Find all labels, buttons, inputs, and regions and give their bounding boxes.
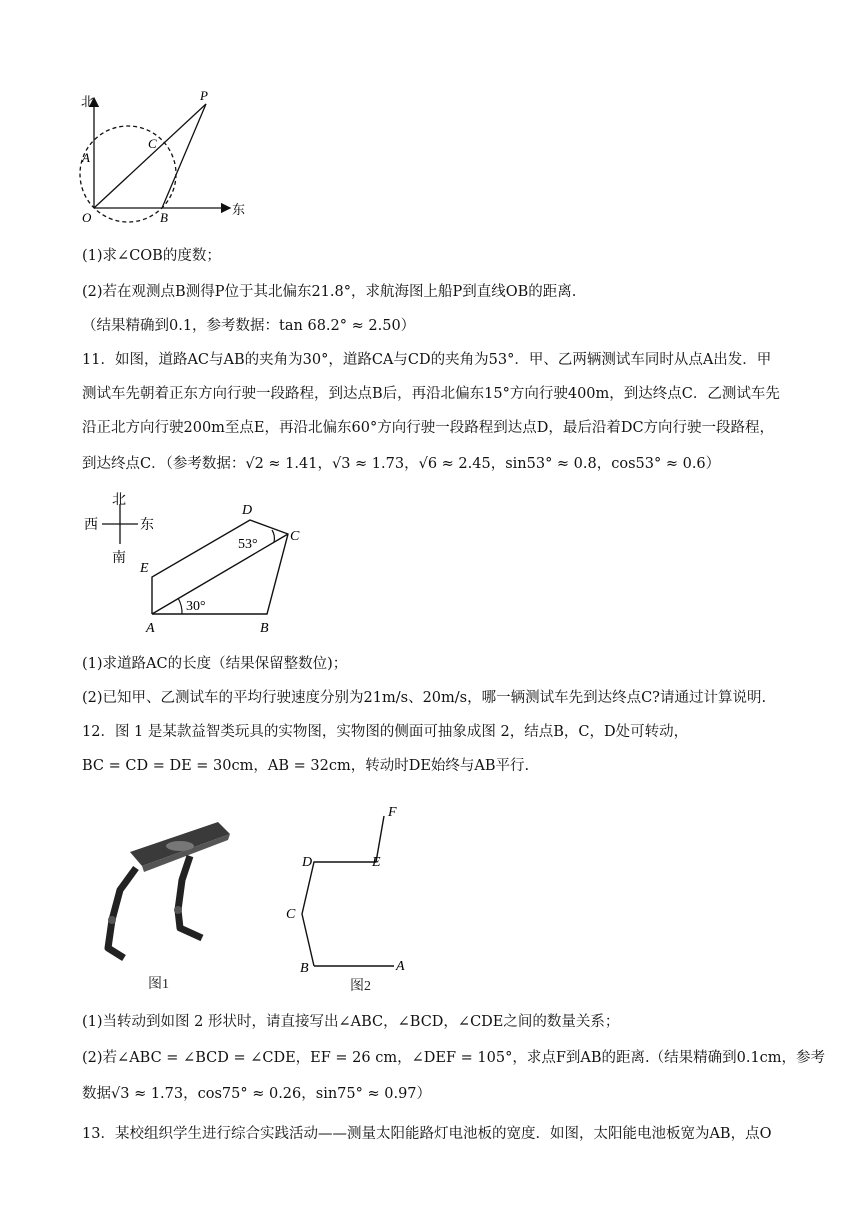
south-label: 南 <box>112 551 126 566</box>
angle-53-label: 53° <box>238 537 258 552</box>
q11-part1: (1)求道路AC的长度（结果保留整数位)； <box>82 656 348 672</box>
east-label: 东 <box>232 202 246 217</box>
east-label: 东 <box>140 518 154 533</box>
q10-part1: (1)求∠COB的度数； <box>82 248 221 264</box>
point-f: F <box>388 805 397 820</box>
point-e: E <box>372 855 381 870</box>
point-b: B <box>160 210 168 225</box>
point-p: P <box>200 88 208 103</box>
point-c: C <box>286 907 296 922</box>
north-label: 北 <box>112 493 126 508</box>
point-d: D <box>242 503 253 518</box>
q12-part1: (1)当转动到如图 2 形状时，请直接写出∠ABC，∠BCD，∠CDE之间的数量关系； <box>82 1014 620 1030</box>
figure-toy-photo <box>90 810 240 990</box>
angle-30-label: 30° <box>186 599 206 614</box>
point-c: C <box>290 529 300 544</box>
q12-part2: (2)若∠ABC = ∠BCD = ∠CDE，EF = 26 cm，∠DEF = 105°，求点F到AB的距离.（结果精确到0.1cm，参考 <box>82 1050 826 1066</box>
point-a: A <box>146 621 155 636</box>
figure-2-road-diagram <box>80 492 320 642</box>
west-label: 西 <box>84 518 98 533</box>
q10-part2: (2)若在观测点B测得P位于其北偏东21.8°，求航海图上船P到直线OB的距离. <box>82 284 577 300</box>
point-b: B <box>260 621 269 636</box>
point-a: A <box>396 959 405 974</box>
figure-1-caption: 图1 <box>148 977 169 990</box>
point-d: D <box>302 855 313 870</box>
north-label: 北 <box>81 94 95 109</box>
figure-2-abstract <box>280 796 420 996</box>
point-b: B <box>300 961 309 976</box>
figure-1-nautical-chart <box>78 86 258 226</box>
q13-line1: 13．某校组织学生进行综合实践活动——测量太阳能路灯电池板的宽度．如图，太阳能电池板宽为AB，点O <box>82 1126 772 1142</box>
q12-line1: 12．图 1 是某款益智类玩具的实物图，实物图的侧面可抽象成图 2，结点B，C，D处可转动， <box>82 724 689 740</box>
q11-line4: 到达终点C．（参考数据：√2 ≈ 1.41，√3 ≈ 1.73，√6 ≈ 2.45，sin53° ≈ 0.8，cos53° ≈ 0.6） <box>82 456 721 472</box>
q10-note: （结果精确到0.1，参考数据：tan 68.2° ≈ 2.50） <box>82 318 416 334</box>
q11-line1: 11．如图，道路AC与AB的夹角为30°，道路CA与CD的夹角为53°．甲、乙两辆测试车同时从点A出发．甲 <box>82 352 772 368</box>
point-o: O <box>82 210 92 225</box>
q12-line2: BC = CD = DE = 30cm，AB = 32cm，转动时DE始终与AB平行. <box>82 758 530 774</box>
point-c: C <box>148 136 157 151</box>
q11-part2: (2)已知甲、乙测试车的平均行驶速度分别为21m/s、20m/s，哪一辆测试车先到达终点C?请通过计算说明. <box>82 690 767 706</box>
q11-line2: 测试车先朝着正东方向行驶一段路程，到达点B后，再沿北偏东15°方向行驶400m，到达终点C．乙测试车先 <box>82 386 780 402</box>
point-e: E <box>140 561 149 576</box>
q12-part2-cont: 数据√3 ≈ 1.73，cos75° ≈ 0.26，sin75° ≈ 0.97） <box>82 1086 432 1102</box>
figure-2-caption: 图2 <box>350 979 371 994</box>
point-a: A <box>82 150 90 165</box>
q11-line3: 沿正北方向行驶200m至点E，再沿北偏东60°方向行驶一段路程到达点D，最后沿着DC方向行驶一段路程， <box>82 420 775 436</box>
